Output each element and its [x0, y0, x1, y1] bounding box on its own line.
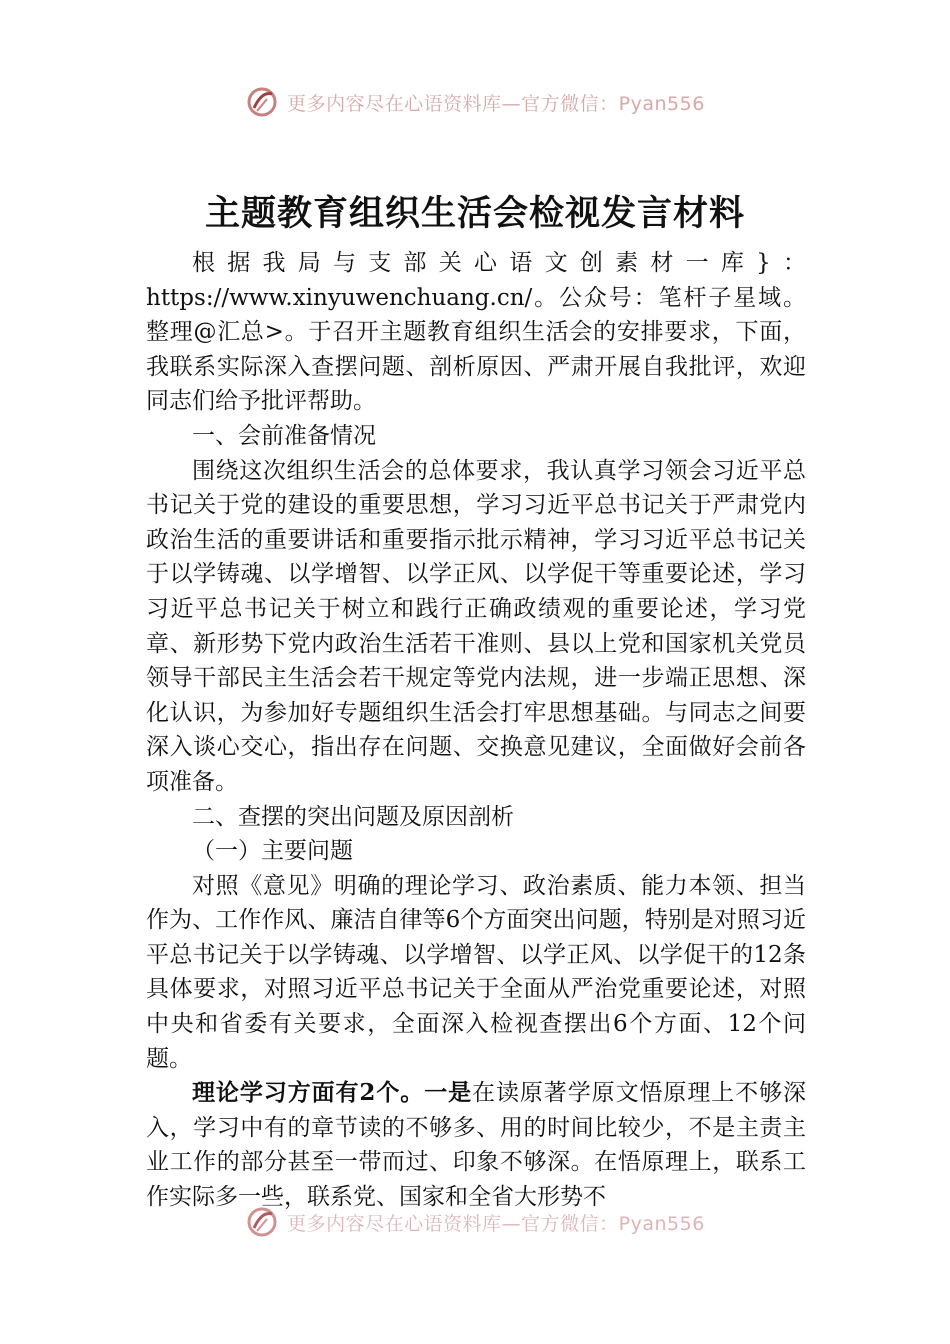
section-1-heading: 一、会前准备情况	[192, 422, 376, 449]
watermark-header	[0, 85, 950, 119]
document-body	[146, 246, 806, 1215]
seal-logo-icon	[245, 1205, 279, 1239]
section-2-paragraph: 对照《意见》明确的理论学习、政治素质、能力本领、担当作为、工作作风、廉洁自律等6个方面突出问题，特别是对照习近平总书记关于以学铸魂、以学增智、以学正风、以学促干的12条具体要求，对照习近平总书记关于全面从严治党重要论述，对照中央和省委有关要求，全面深入检视查摆出6个方面、12个问题。	[146, 872, 806, 1072]
theory-lead: 理论学习方面有2个。一是	[192, 1079, 473, 1107]
watermark-footer	[0, 1205, 950, 1239]
section-2-subheading: （一）主要问题	[192, 838, 353, 865]
section-2-heading: 二、查摆的突出问题及原因剖析	[192, 803, 514, 830]
watermark-text: 更多内容尽在心语资料库—官方微信：Pyan556	[287, 92, 705, 115]
watermark-text: 更多内容尽在心语资料库—官方微信：Pyan556	[287, 1212, 705, 1235]
theory-paragraph	[146, 1076, 806, 1214]
page-title: 主题教育组织生活会检视发言材料	[204, 193, 745, 234]
section-1-paragraph: 围绕这次组织生活会的总体要求，我认真学习领会习近平总书记关于党的建设的重要思想，学习习近平总书记关于严肃党内政治生活的重要讲话和重要指示批示精神，学习习近平总书记关于以学铸魂、以学增智、以学正风、以学促干等重要论述，学习习近平总书记关于树立和践行正确政绩观的重要论述，学习党章、新形势下党内政治生活若干准则、县以上党和国家机关党员领导干部民主生活会若干规定等党内法规，进一步端正思想、深化认识，为参加好专题组织生活会打牢思想基础。与同志之间要深入谈心交心，指出存在问题、交换意见建议，全面做好会前各项准备。	[146, 457, 806, 795]
seal-logo-icon	[245, 85, 279, 119]
theory-text: 在读原著学原文悟原理上不够深入，学习中有的章节读的不够多、用的时间比较少，不是主责主业工作的部分甚至一带而过、印象不够深。在悟原理上，联系工作实际多一些，联系党、国家和全省大形势不	[146, 1080, 806, 1211]
intro-paragraph: 根据我局与支部关心语文创素材一库}：https://www.xinyuwenchuang.cn/。公众号：笔杆子星域。整理@汇总>。于召开主题教育组织生活会的安排要求，下面，我联系实际深入查摆问题、剖析原因、严肃开展自我批评，欢迎同志们给予批评帮助。	[146, 250, 806, 415]
